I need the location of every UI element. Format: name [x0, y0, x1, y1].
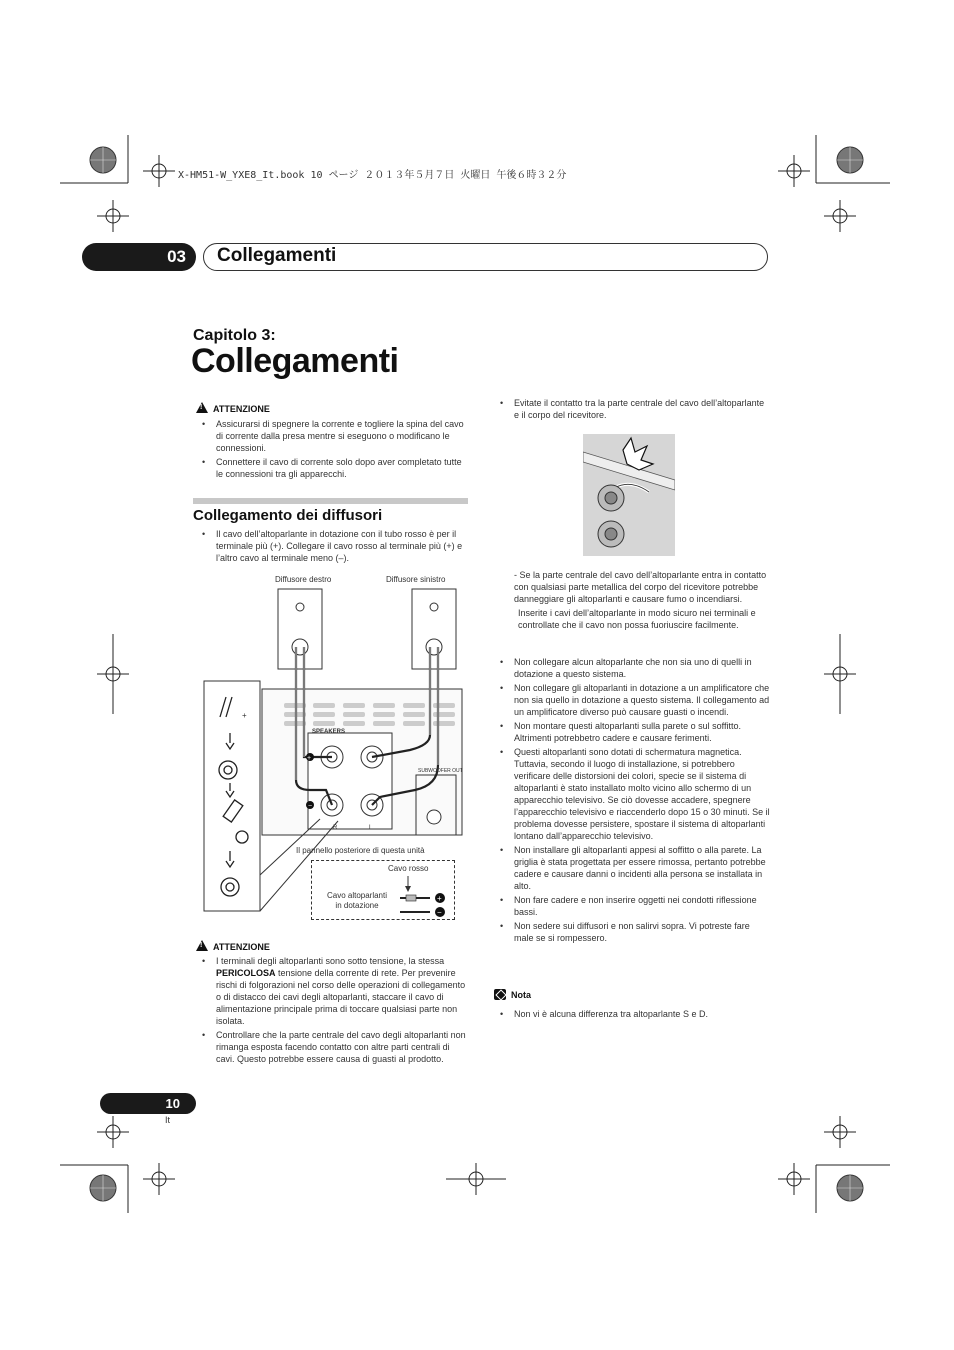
supplied-cable-line2: in dotazione: [335, 901, 379, 910]
warning-bold: PERICOLOSA: [216, 968, 276, 978]
contact-warning-illustration: [583, 434, 675, 556]
section-list: [193, 528, 469, 566]
list-item: [193, 955, 469, 1027]
chapter-number-badge: 03: [82, 243, 196, 271]
list-item: • Assicurarsi di spegnere la corrente e togliere la spina del cavo di corrente dalla presa mentre si eseguono o modificano le connessioni.: [193, 418, 469, 454]
supplied-cable-label: [321, 891, 393, 911]
left-speaker-label: Diffusore sinistro: [386, 575, 446, 584]
list-item: • Non fare cadere e non inserire oggetti nei condotti riflessione bassi.: [491, 894, 771, 918]
list-item: • Non collegare gli altoparlanti in dotazione a un amplificatore che non sia quello in dotazione a questo sistema. Il collegamento ad un amplificatore diverso può causare guasti o incendi.: [491, 682, 771, 718]
supplied-cable-line1: Cavo altoparlanti: [326, 891, 388, 900]
list-item: Inserite i cavi dell’altoparlante in modo sicuro nei terminali e controllate che il cavo non possa fuoriuscire facilmente.: [518, 608, 756, 630]
right-speaker-label: Diffusore destro: [275, 575, 332, 584]
list-item: • Non vi è alcuna differenza tra altoparlante S e D.: [491, 1008, 771, 1020]
section-divider: [193, 498, 468, 504]
nota-label: Nota: [511, 990, 531, 1000]
list-item: • Controllare che la parte centrale del cavo degli altoparlanti non rimanga esposta facendo contatto con altre parti centrali di cavi. Questo potrebbe essere causa di guasti al prodotto.: [193, 1029, 469, 1065]
list-item: • Non installare gli altoparlanti appesi al soffitto o alla parete. La griglia è stata progettata per essere rimossa, pertanto potrebbe cadere e causare danni o incidenti alla persona se installata in alto.: [491, 844, 771, 892]
print-header: X-HM51-W_YXE8_It.book 10 ページ ２０１３年５月７日 火曜日 午後６時３２分: [178, 170, 567, 181]
list-item: • Questi altoparlanti sono dotati di schermatura magnetica. Tuttavia, secondo il luogo di installazione, si potrebbero verificare delle distorsioni dei colori, specie se il sistema di altoparlanti è stato installato molto vicino allo schermo di un apparecchio televisivo. Se ciò dovesse accadere, spegnere l’apparecchio televisivo e riaccenderlo dopo 15 o 30 minuti. Se il problema dovesse persistere, spostare il sistema di altoparlanti lontano dall’apparecchio televisivo.: [491, 746, 771, 842]
attenzione-list: [193, 418, 469, 482]
l-channel-label: L: [369, 825, 373, 831]
red-tube-label: Cavo rosso: [388, 864, 429, 873]
left-speaker-box: [412, 589, 456, 669]
attenzione2-heading: [196, 940, 270, 952]
svg-text:−: −: [308, 803, 313, 810]
nota-list: [491, 1008, 771, 1022]
subwoofer-label: SUBWOOFER OUT: [418, 768, 463, 774]
svg-text:+: +: [307, 755, 312, 762]
page-title: Collegamenti: [191, 342, 399, 380]
list-item: • Non collegare alcun altoparlante che non sia uno di quelli in dotazione a questo sistema.: [491, 656, 771, 680]
right-main-list: [491, 656, 771, 946]
list-item: • Connettere il cavo di corrente solo dopo aver completato tutte le connessioni tra gli apparecchi.: [193, 456, 469, 480]
speakers-terminal-label: SPEAKERS: [312, 729, 346, 735]
list-item: • Non sedere sui diffusori e non salirvi sopra. Vi potreste fare male se si rompessero.: [491, 920, 771, 944]
svg-text:+: +: [437, 894, 442, 903]
list-item: - Se la parte centrale del cavo dell’altoparlante entra in contatto con qualsiasi parte metallica del corpo del ricevitore potrebbe danneggiare gli altoparlanti e causare fumo o incendiarsi.: [514, 570, 767, 604]
plus-label: +: [242, 711, 247, 720]
back-panel-label: Il pannello posteriore di questa unità: [296, 846, 425, 855]
attenzione-label: ATTENZIONE: [213, 404, 270, 414]
chapter-header-title: Collegamenti: [217, 245, 337, 266]
attenzione2-list: [193, 955, 469, 1067]
right-speaker-box: [278, 589, 322, 669]
page-language: It: [165, 1115, 171, 1125]
warning-text: I terminali degli altoparlanti sono sotto tensione, la stessa: [216, 956, 445, 966]
list-item: • Evitate il contatto tra la parte centrale del cavo dell’altoparlante e il corpo del ricevitore.: [491, 397, 771, 421]
pencil-icon: [494, 989, 506, 1000]
page-number-badge: 10: [100, 1093, 196, 1114]
r-channel-label: R: [333, 825, 338, 831]
section-title: Collegamento dei diffusori: [193, 507, 383, 524]
svg-text:−: −: [437, 908, 442, 917]
nota-heading: [494, 989, 531, 1000]
list-item: • Il cavo dell’altoparlante in dotazione con il tubo rosso è per il terminale più (+). Collegare il cavo rosso al terminale più (+) e l’altro cavo al terminale meno (–).: [193, 528, 469, 564]
right-top-list: [491, 397, 771, 423]
warning-text: tensione della corrente di rete. Per prevenire rischi di folgorazioni nel corso delle operazioni di collegamento o di distacco dei cavi degli altoparlanti, staccare il cavo di alimentazione principale prima di toccare qualsiasi parte non isolata.: [216, 968, 466, 1026]
chapter-label: Capitolo 3:: [193, 327, 276, 344]
list-item: • Non montare questi altoparlanti sulla parete o sul soffitto. Altrimenti potrebbetro cadere e causare ferimenti.: [491, 720, 771, 744]
warning-icon: [196, 402, 208, 413]
attenzione-heading: [196, 402, 270, 414]
right-sub-list: [491, 569, 771, 633]
warning-icon: [196, 940, 208, 951]
attenzione2-label: ATTENZIONE: [213, 942, 270, 952]
cable-detail-icon: [398, 874, 454, 918]
